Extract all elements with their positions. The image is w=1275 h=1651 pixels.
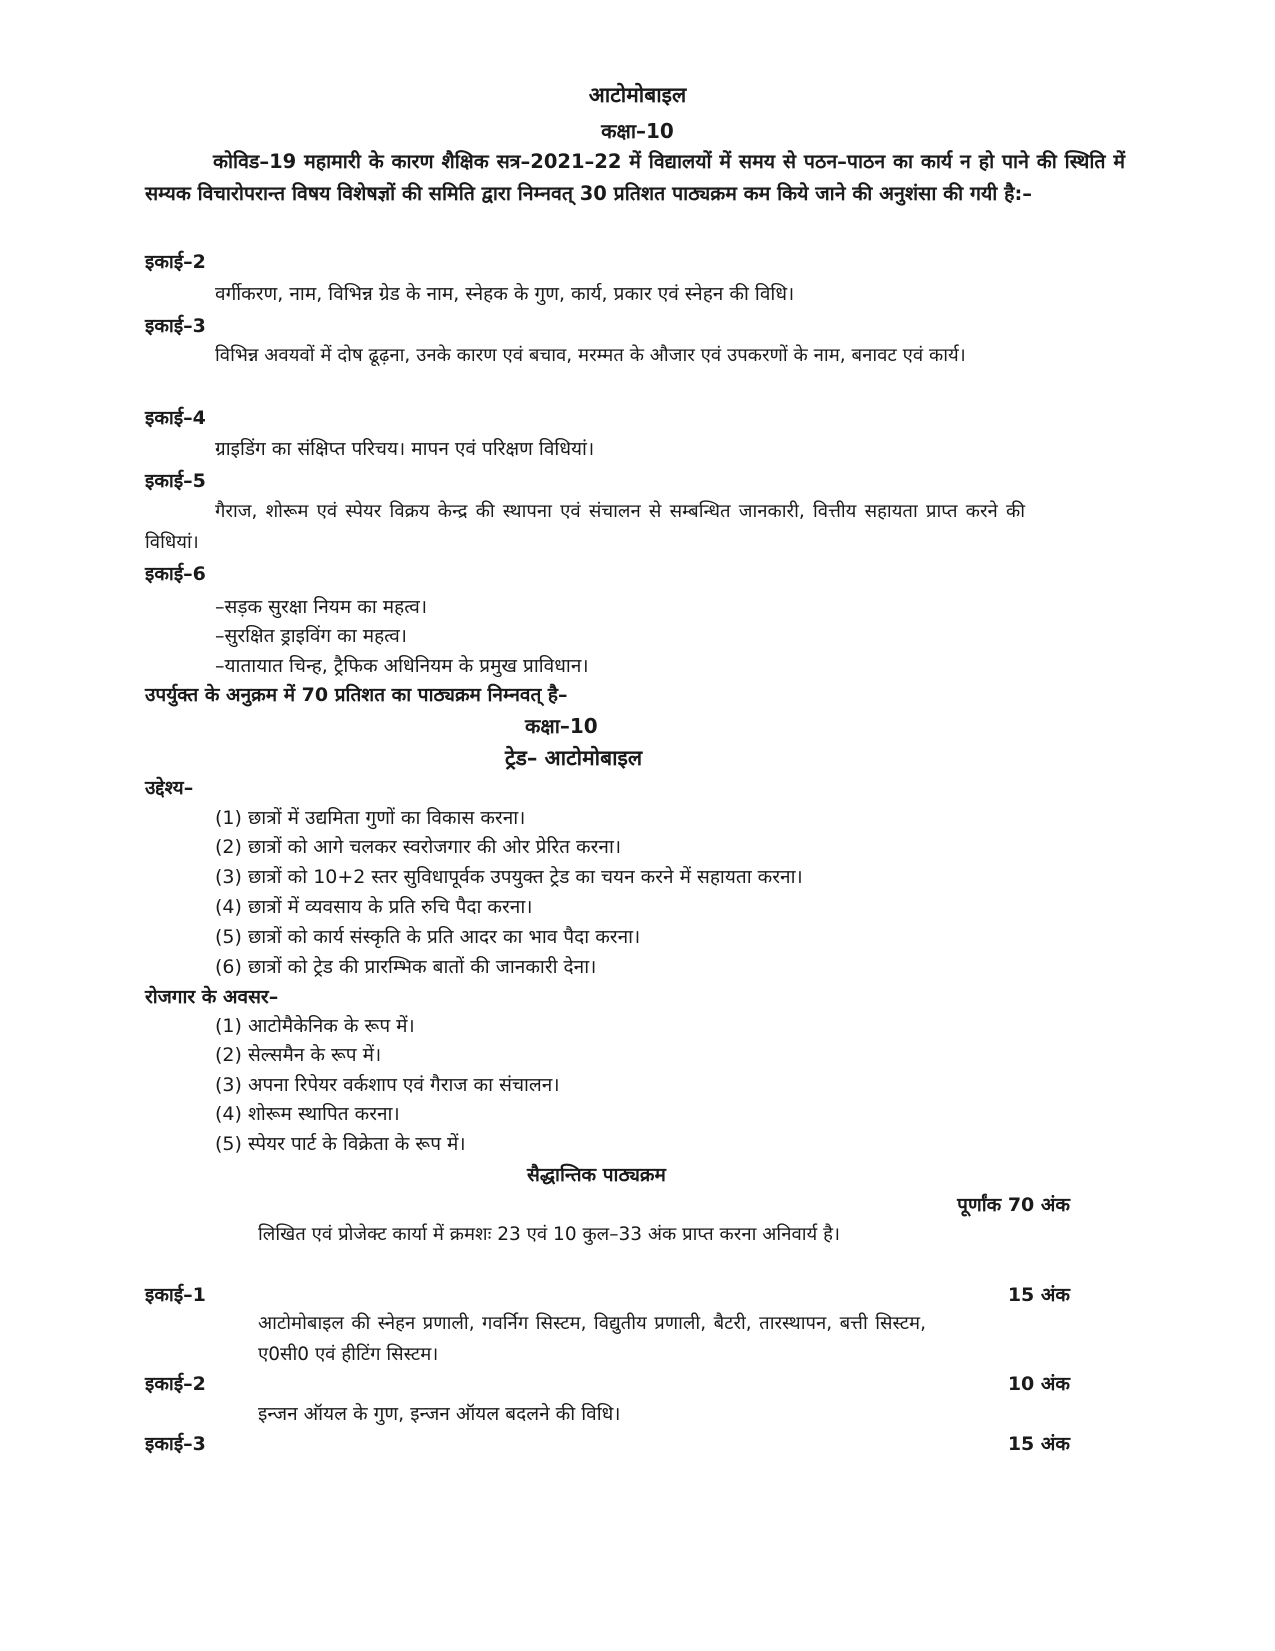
reduced-unit-4-text: ग्राइडिंग का संक्षिप्त परिचय। मापन एवं परिक्षण विधियां। [215,438,595,460]
intro-paragraph: कोविड–19 महामारी के कारण शैक्षिक सत्र–2021–22 में विद्यालयों में समय से पठन–पाठन का कार्य न हो पाने की स्थिति में सम्यक विचारोपरान्त विषय विशेषज्ञों की समिति द्वारा निम्नवत् 30 प्रतिशत पाठ्यक्रम कम किये जाने की अनुशंसा की गयी है:– [145,150,1125,205]
reduced-unit-3-text: विभिन्न अवयवों में दोष ढूढ़ना, उनके कारण एवं बचाव, मरम्मत के औजार एवं उपकरणों के नाम, बनावट एवं कार्य। [215,345,966,366]
trade-heading: ट्रेड– आटोमोबाइल [505,746,643,770]
employment-item: (1) आटोमैकेनिक के रूप में। [215,1015,415,1037]
reduced-unit-6-item: –सड़क सुरक्षा नियम का महत्व। [215,596,428,618]
remaining-syllabus-note: उपर्युक्त के अनुक्रम में 70 प्रतिशत का पाठ्यक्रम निम्नवत् है– [145,684,568,706]
theory-unit-1-label: इकाई–1 [145,1284,206,1306]
theory-unit-2-text: इन्जन ऑयल के गुण, इन्जन ऑयल बदलने की विधि। [258,1403,621,1425]
theory-unit-1-marks: 15 अंक [1007,1284,1070,1306]
employment-heading: रोजगार के अवसर– [145,986,279,1008]
reduced-unit-6-label: इकाई–6 [145,563,206,585]
reduced-unit-4-label: इकाई–4 [145,407,206,429]
objective-item: (5) छात्रों को कार्य संस्कृति के प्रति आदर का भाव पैदा करना। [215,926,641,948]
document-title: आटोमोबाइल [588,83,687,107]
theory-unit-3-marks: 15 अंक [1007,1433,1070,1455]
theory-unit-2-marks: 10 अंक [1007,1373,1070,1395]
employment-item: (4) शोरूम स्थापित करना। [215,1103,400,1125]
objectives-heading: उद्देश्य– [145,777,194,799]
reduced-unit-6-item: –यातायात चिन्ह, ट्रैफिक अधिनियम के प्रमुख प्राविधान। [215,655,589,677]
reduced-unit-6-item: –सुरक्षित ड्राइविंग का महत्व। [215,625,407,647]
passing-requirement: लिखित एवं प्रोजेक्ट कार्या में क्रमशः 23 एवं 10 कुल–33 अंक प्राप्त करना अनिवार्य है। [258,1224,840,1245]
theory-unit-2-label: इकाई–2 [145,1373,206,1395]
reduced-unit-3-label: इकाई–3 [145,315,206,337]
employment-item: (3) अपना रिपेयर वर्कशाप एवं गैराज का संचालन। [215,1074,560,1096]
theory-unit-3-label: इकाई–3 [145,1433,206,1455]
reduced-unit-5-label: इकाई–5 [145,470,206,492]
objective-item: (6) छात्रों को ट्रेड की प्रारम्भिक बातों की जानकारी देना। [215,956,597,978]
employment-item: (2) सेल्समैन के रूप में। [215,1044,382,1066]
objective-item: (1) छात्रों में उद्यमिता गुणों का विकास करना। [215,807,526,829]
theory-unit-1-text: आटोमोबाइल की स्नेहन प्रणाली, गवर्निग सिस्टम, विद्युतीय प्रणाली, बैटरी, तारस्थापन, बत्ती सिस्टम, ए0सी0 एवं हीटिंग सिस्टम। [258,1313,926,1365]
employment-item: (5) स्पेयर पार्ट के विक्रेता के रूप में। [215,1133,466,1155]
theory-heading: सैद्धान्तिक पाठ्यक्रम [527,1164,666,1186]
objective-item: (4) छात्रों में व्यवसाय के प्रति रुचि पैदा करना। [215,896,533,918]
reduced-unit-2-text: वर्गीकरण, नाम, विभिन्न ग्रेड के नाम, स्नेहक के गुण, कार्य, प्रकार एवं स्नेहन की विधि। [215,283,795,305]
objective-item: (3) छात्रों को 10+2 स्तर सुविधापूर्वक उपयुक्त ट्रेड का चयन करने में सहायता करना। [215,866,803,888]
reduced-unit-5-text: गैराज, शोरूम एवं स्पेयर विक्रय केन्द्र की स्थापना एवं संचालन से सम्बन्धित जानकारी, वित्तीय सहायता प्राप्त करने की विधियां। [145,501,1025,553]
syllabus-class-heading: कक्षा–10 [525,714,598,738]
class-heading: कक्षा–10 [601,119,674,143]
objective-item: (2) छात्रों को आगे चलकर स्वरोजगार की ओर प्रेरित करना। [215,836,622,858]
full-marks: पूर्णांक 70 अंक [957,1194,1070,1216]
reduced-unit-2-label: इकाई–2 [145,251,206,273]
